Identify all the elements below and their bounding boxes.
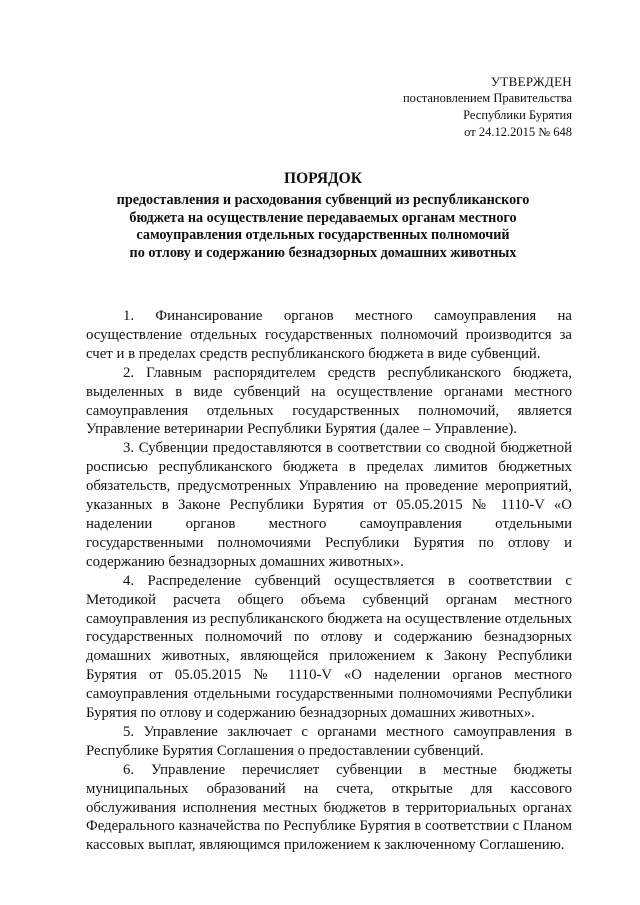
paragraph-6: 6. Управление перечисляет субвенции в местные бюджеты муниципальных образований на счета, открытые для кассового обслуживания исполнения местных бюджетов в территориальных органах Федерального казначейства по Республике Бурятия в соответствии с Планом кассовых выплат, являющимся приложением к заключенному Соглашению. <box>86 761 572 854</box>
title-subtitle-line: самоуправления отдельных государственных полномочий <box>136 227 510 244</box>
title-subtitle-line: предоставления и расходования субвенций из республиканского <box>116 192 530 208</box>
document-body <box>86 307 572 855</box>
approval-date: от 24.12.2015 № 648 <box>464 125 572 139</box>
paragraph-2: 2. Главным распорядителем средств республиканского бюджета, выделенных в виде субвенций на осуществление органами местного самоуправления отдельных государственных полномочий, является Управление ветеринарии Республики Бурятия (далее – Управление). <box>86 364 572 438</box>
document-title <box>88 169 558 262</box>
paragraph-5: 5. Управление заключает с органами местного самоуправления в Республике Бурятия Соглашения о предоставлении субвенций. <box>86 723 572 759</box>
title-main: ПОРЯДОК <box>284 170 362 187</box>
paragraph-4: 4. Распределение субвенций осуществляется в соответствии с Методикой расчета общего объема субвенций органам местного самоуправления из республиканского бюджета на осуществление отдельных государственных полномочий по отлову и содержанию безнадзорных домашних животных, являющейся приложением к Закону Республики Бурятия от 05.05.2015 № 1110-V «О наделении органов местного самоуправления отдельными государственными полномочиями Республики Бурятия по отлову и содержанию безнадзорных домашних животных». <box>86 572 572 722</box>
paragraph-3: 3. Субвенции предоставляются в соответствии со сводной бюджетной росписью республиканского бюджета в пределах лимитов бюджетных обязательств, предусмотренных Управлению на проведение мероприятий, указанных в Законе Республики Бурятия от 05.05.2015 № 1110-V «О наделении органов местного самоуправления отдельными государственными полномочиями Республики Бурятия по отлову и содержанию безнадзорных домашних животных». <box>86 440 572 570</box>
approval-stamp <box>403 73 572 141</box>
approval-line: Республики Бурятия <box>463 108 572 122</box>
paragraph-1: 1. Финансирование органов местного самоуправления на осуществление отдельных государственных полномочий производится за счет и в пределах средств республиканского бюджета в виде субвенций. <box>86 308 572 362</box>
title-subtitle-line: бюджета на осуществление передаваемых органам местного <box>129 209 517 226</box>
approval-heading: УТВЕРЖДЕН <box>490 74 572 89</box>
title-subtitle-line: по отлову и содержанию безнадзорных домашних животных <box>129 244 517 261</box>
approval-line: постановлением Правительства <box>402 91 572 105</box>
